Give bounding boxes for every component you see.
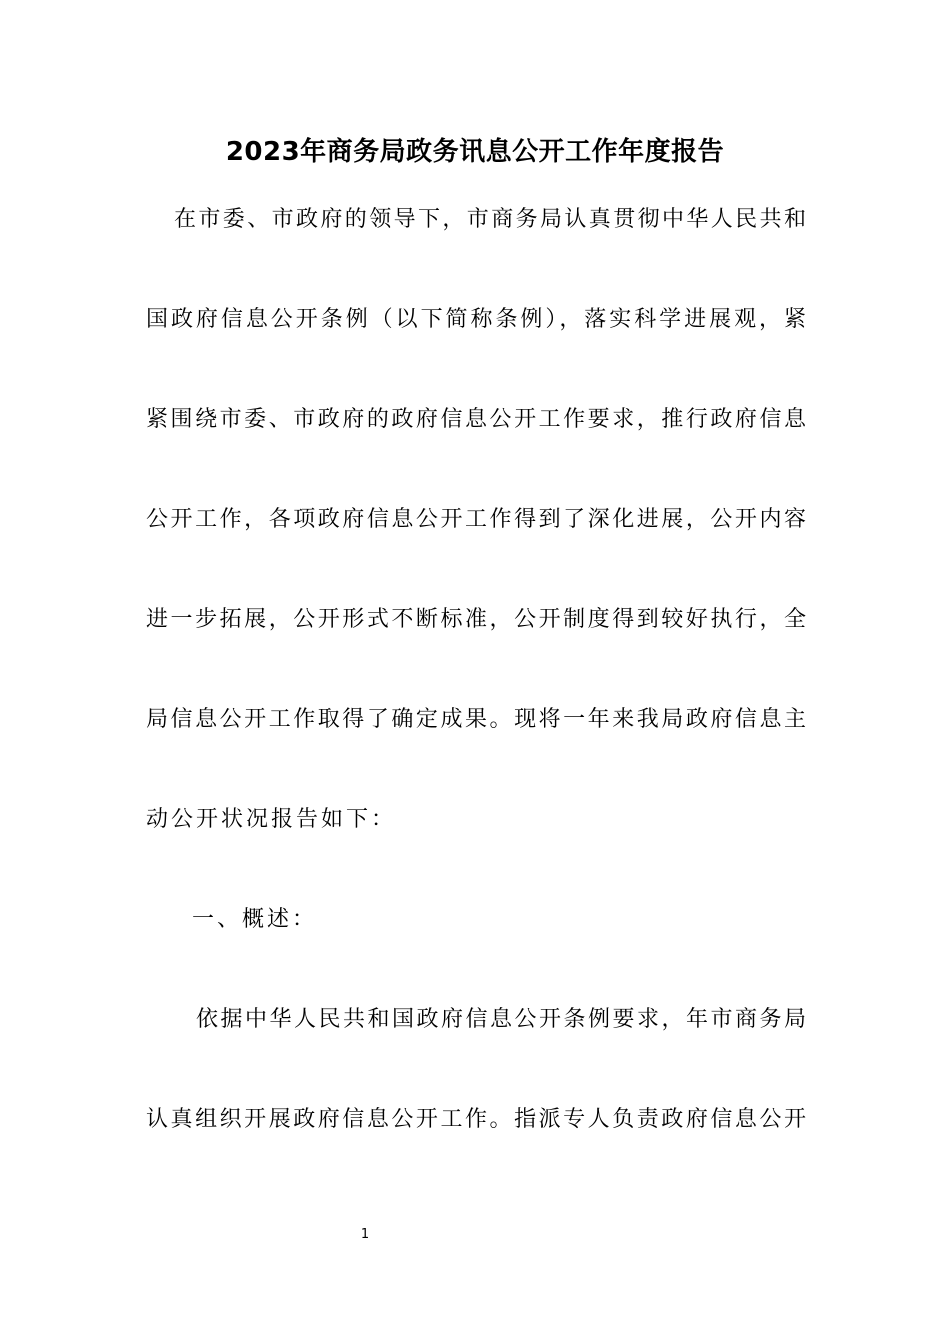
paragraph-line-3: 紧围绕市委、市政府的政府信息公开工作要求，推行政府信息	[146, 407, 806, 432]
paragraph-line-7: 动公开状况报告如下：	[146, 807, 397, 832]
paragraph-line-4: 公开工作，各项政府信息公开工作得到了深化进展，公开内容	[146, 507, 806, 532]
section-heading-overview: 一、概述：	[192, 907, 318, 932]
document-title: 2023年商务局政务讯息公开工作年度报告	[225, 137, 725, 167]
paragraph-line-6: 局信息公开工作取得了确定成果。现将一年来我局政府信息主	[146, 707, 806, 732]
paragraph-line-2: 国政府信息公开条例（以下简称条例），落实科学进展观，紧	[146, 307, 806, 332]
paragraph-line-1: 在市委、市政府的领导下，市商务局认真贯彻中华人民共和	[174, 207, 806, 232]
paragraph-line-10: 认真组织开展政府信息公开工作。指派专人负责政府信息公开	[146, 1107, 806, 1132]
paragraph-line-5: 进一步拓展，公开形式不断标准，公开制度得到较好执行，全	[146, 607, 806, 632]
paragraph-line-9: 依据中华人民共和国政府信息公开条例要求，年市商务局	[196, 1007, 806, 1032]
page-number: 1	[360, 1227, 370, 1242]
